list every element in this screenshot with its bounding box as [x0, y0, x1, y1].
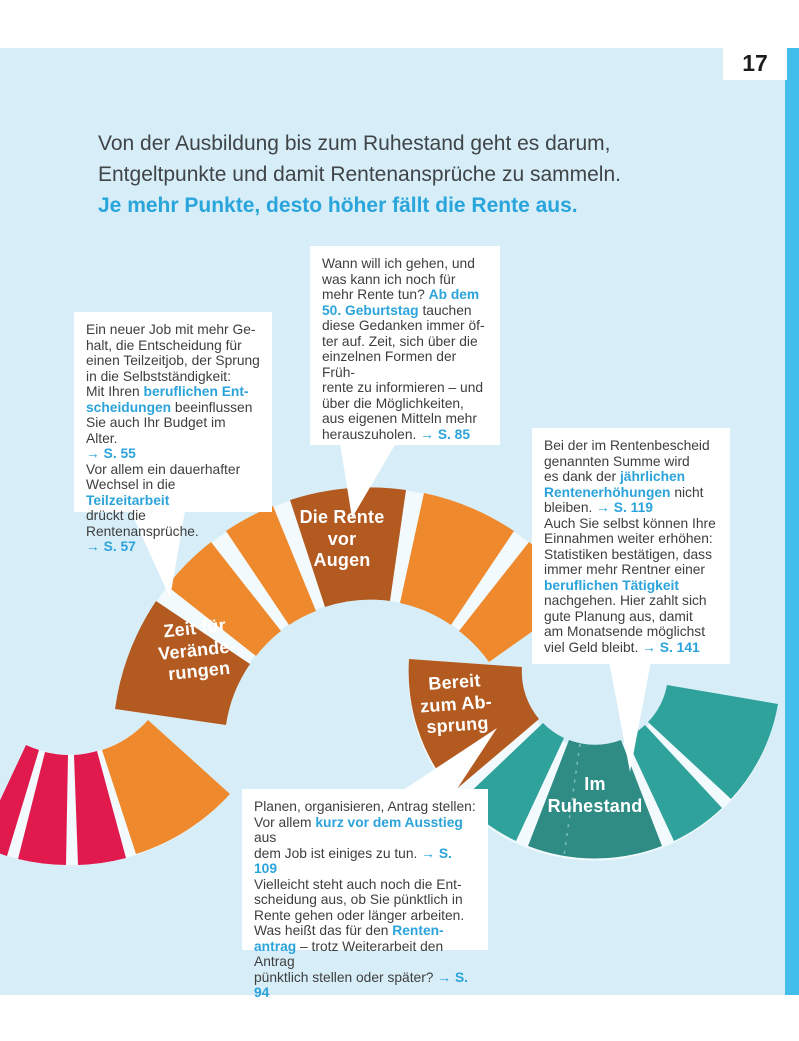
callout-before-retirement: Wann will ich gehen, und was kann ich noch für mehr Rente tun? Ab dem 50. Geburtstag tauchen diese Gedanken immer öf- ter auf. Zeit, sich über die einzelnen Formen der Früh- rente zu informieren – und über die Möglichkeiten, aus eigenen Mitteln mehr herauszuholen. → S. 85	[310, 246, 500, 445]
page-number: 17	[742, 50, 768, 76]
callout-job-changes: Ein neuer Job mit mehr Ge- halt, die Entscheidung für einen Teilzeitjob, der Sprung in die Selbstständigkeit: Mit Ihren beruflichen Ent- scheidungen beeinflussen Sie auch Ihr Budget im Alter. → S. 55 Vor allem ein dauerhafter Wechsel in die Teilzeitarbeit drückt die Rentenansprüche. → S. 57	[74, 312, 272, 512]
intro-line-2: Entgeltpunkte und damit Rentenansprüche zu sammeln.	[98, 163, 621, 186]
stage-label-die-rente-vor-augen: Die Rente vor Augen	[299, 507, 385, 570]
stage-label-im-ruhestand: Im Ruhestand	[547, 774, 643, 816]
callout-pension-increase: Bei der im Rentenbescheid genannten Summe wird es dank der jährlichen Rentenerhöhungen nicht bleiben. → S. 119 Auch Sie selbst können Ihre Einnahmen weiter erhöhen: Statistiken bestätigen, dass immer mehr Rentner einer beruflichen Tätigkeit nachgehen. Hier zahlt sich gute Planung aus, damit am Monatsende möglichst viel Geld bleibt. → S. 141	[532, 428, 730, 664]
callout-retirement-application: Planen, organisieren, Antrag stellen: Vor allem kurz vor dem Ausstieg aus dem Job ist einiges zu tun. → S. 109 Vielleicht steht auch noch die Ent- scheidung aus, ob Sie pünktlich in Rente gehen oder länger arbeiten. Was heißt das für den Renten- antrag – trotz Weiterarbeit den Antrag pünktlich stellen oder später? → S. 94	[242, 789, 488, 950]
page-edge-stripe	[785, 48, 799, 995]
intro-line-1: Von der Ausbildung bis zum Ruhestand geht es darum,	[98, 132, 611, 155]
intro-line-3: Je mehr Punkte, desto höher fällt die Rente aus.	[98, 194, 578, 217]
stage-label-zeit-fuer-veraenderungen: Zeit für Verände- rungen	[157, 614, 237, 685]
stage-label-bereit-zum-absprung: Bereit zum Ab- sprung	[419, 670, 493, 738]
